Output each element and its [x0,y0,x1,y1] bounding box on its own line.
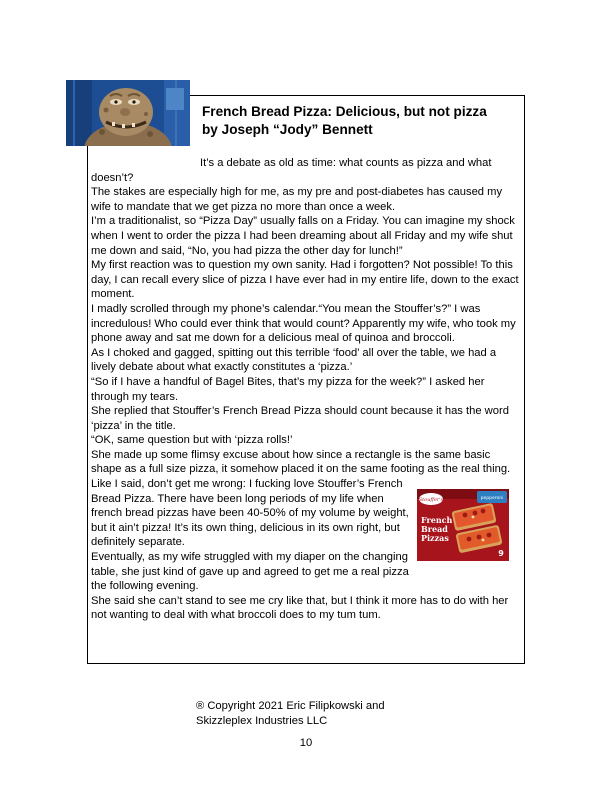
copyright-notice [196,699,426,728]
copyright-line: ® Copyright 2021 Eric Filipkowski and [196,700,385,712]
paragraph: The stakes are especially high for me, as my pre and post-diabetes has caused my wife to mandate that we get pizza no more than once a week. [91,186,503,213]
product-name-line: Bread [421,524,448,535]
paragraph: She said she can’t stand to see me cry like that, but I think it more has to do with her not wanting to deal with what broccoli does to my tum tum. [91,594,509,622]
product-name-line: French [421,515,453,526]
product-brand: Stouffer's [418,497,444,504]
paragraph: She made up some flimsy excuse about how since a rectangle is the same basic shape as a full size pizza, it somehow placed it on the same footing as the real thing. [91,448,511,476]
creature-photo [66,80,190,146]
paragraph: “OK, same question but with ‘pizza rolls!’ [91,434,293,447]
paragraph: I’m a traditionalist, so “Pizza Day” usually falls on a Friday. You can imagine my shock when I went to order the pizza I had been dreaming about all Friday and my wife shut me down and said, “No, you had pizza the other day for lunch!” [91,215,515,257]
paragraph: Like I said, don’t get me wrong: I fucking love Stouffer’s French Bread Pizza. There have been long periods of my life when french bread pizzas have been 40-50% of my volume by weight, but it ain’t pizza! It’s its own thing, delicious in its own right, but definitely separate. [91,478,409,549]
product-badge: pepperoni [480,496,504,502]
title-byline: by Joseph “Jody” Bennett [202,122,373,137]
copyright-line: Skizzleplex Industries LLC [196,714,328,727]
paragraph: I madly scrolled through my phone’s calendar.“You mean the Stouffer’s?” I was incredulous! Who could ever think that would count? Apparently my wife, who took my phone away and sat me down for a delicious meal of quinoa and broccoli. [91,302,516,345]
product-box-image [417,489,509,561]
title-main: French Bread Pizza: Delicious, but not pizza [202,104,487,119]
page-number: 10 [299,737,313,749]
product-count: 9 [498,549,504,559]
creature-illustration [66,80,190,146]
paragraph: She replied that Stouffer’s French Bread Pizza should count because it has the word ‘pizza’ in the title. [91,405,509,432]
paragraph: Eventually, as my wife struggled with my diaper on the changing table, she just kind of gave up and agreed to get me a real pizza the following evening. [91,551,409,593]
paragraph: My first reaction was to question my own sanity. Had i forgotten? Not possible! To this day, I can recall every slice of pizza I have ever had in my entire life, down to the exact moment. [91,259,519,301]
product-name-line: Pizzas [421,533,449,544]
article-title [202,103,542,139]
paragraph: “So if I have a handful of Bagel Bites, that’s my pizza for the week?” I asked her through my tears. [91,375,485,403]
stouffers-box-illustration [417,489,509,561]
paragraph: It’s a debate as old as time: what counts as pizza and what doesn’t? [91,157,492,184]
paragraph: As I choked and gagged, spitting out this terrible ‘food’ all over the table, we had a lively debate about what exactly constitutes a ‘pizza.’ [91,346,497,374]
article-body [91,156,523,623]
